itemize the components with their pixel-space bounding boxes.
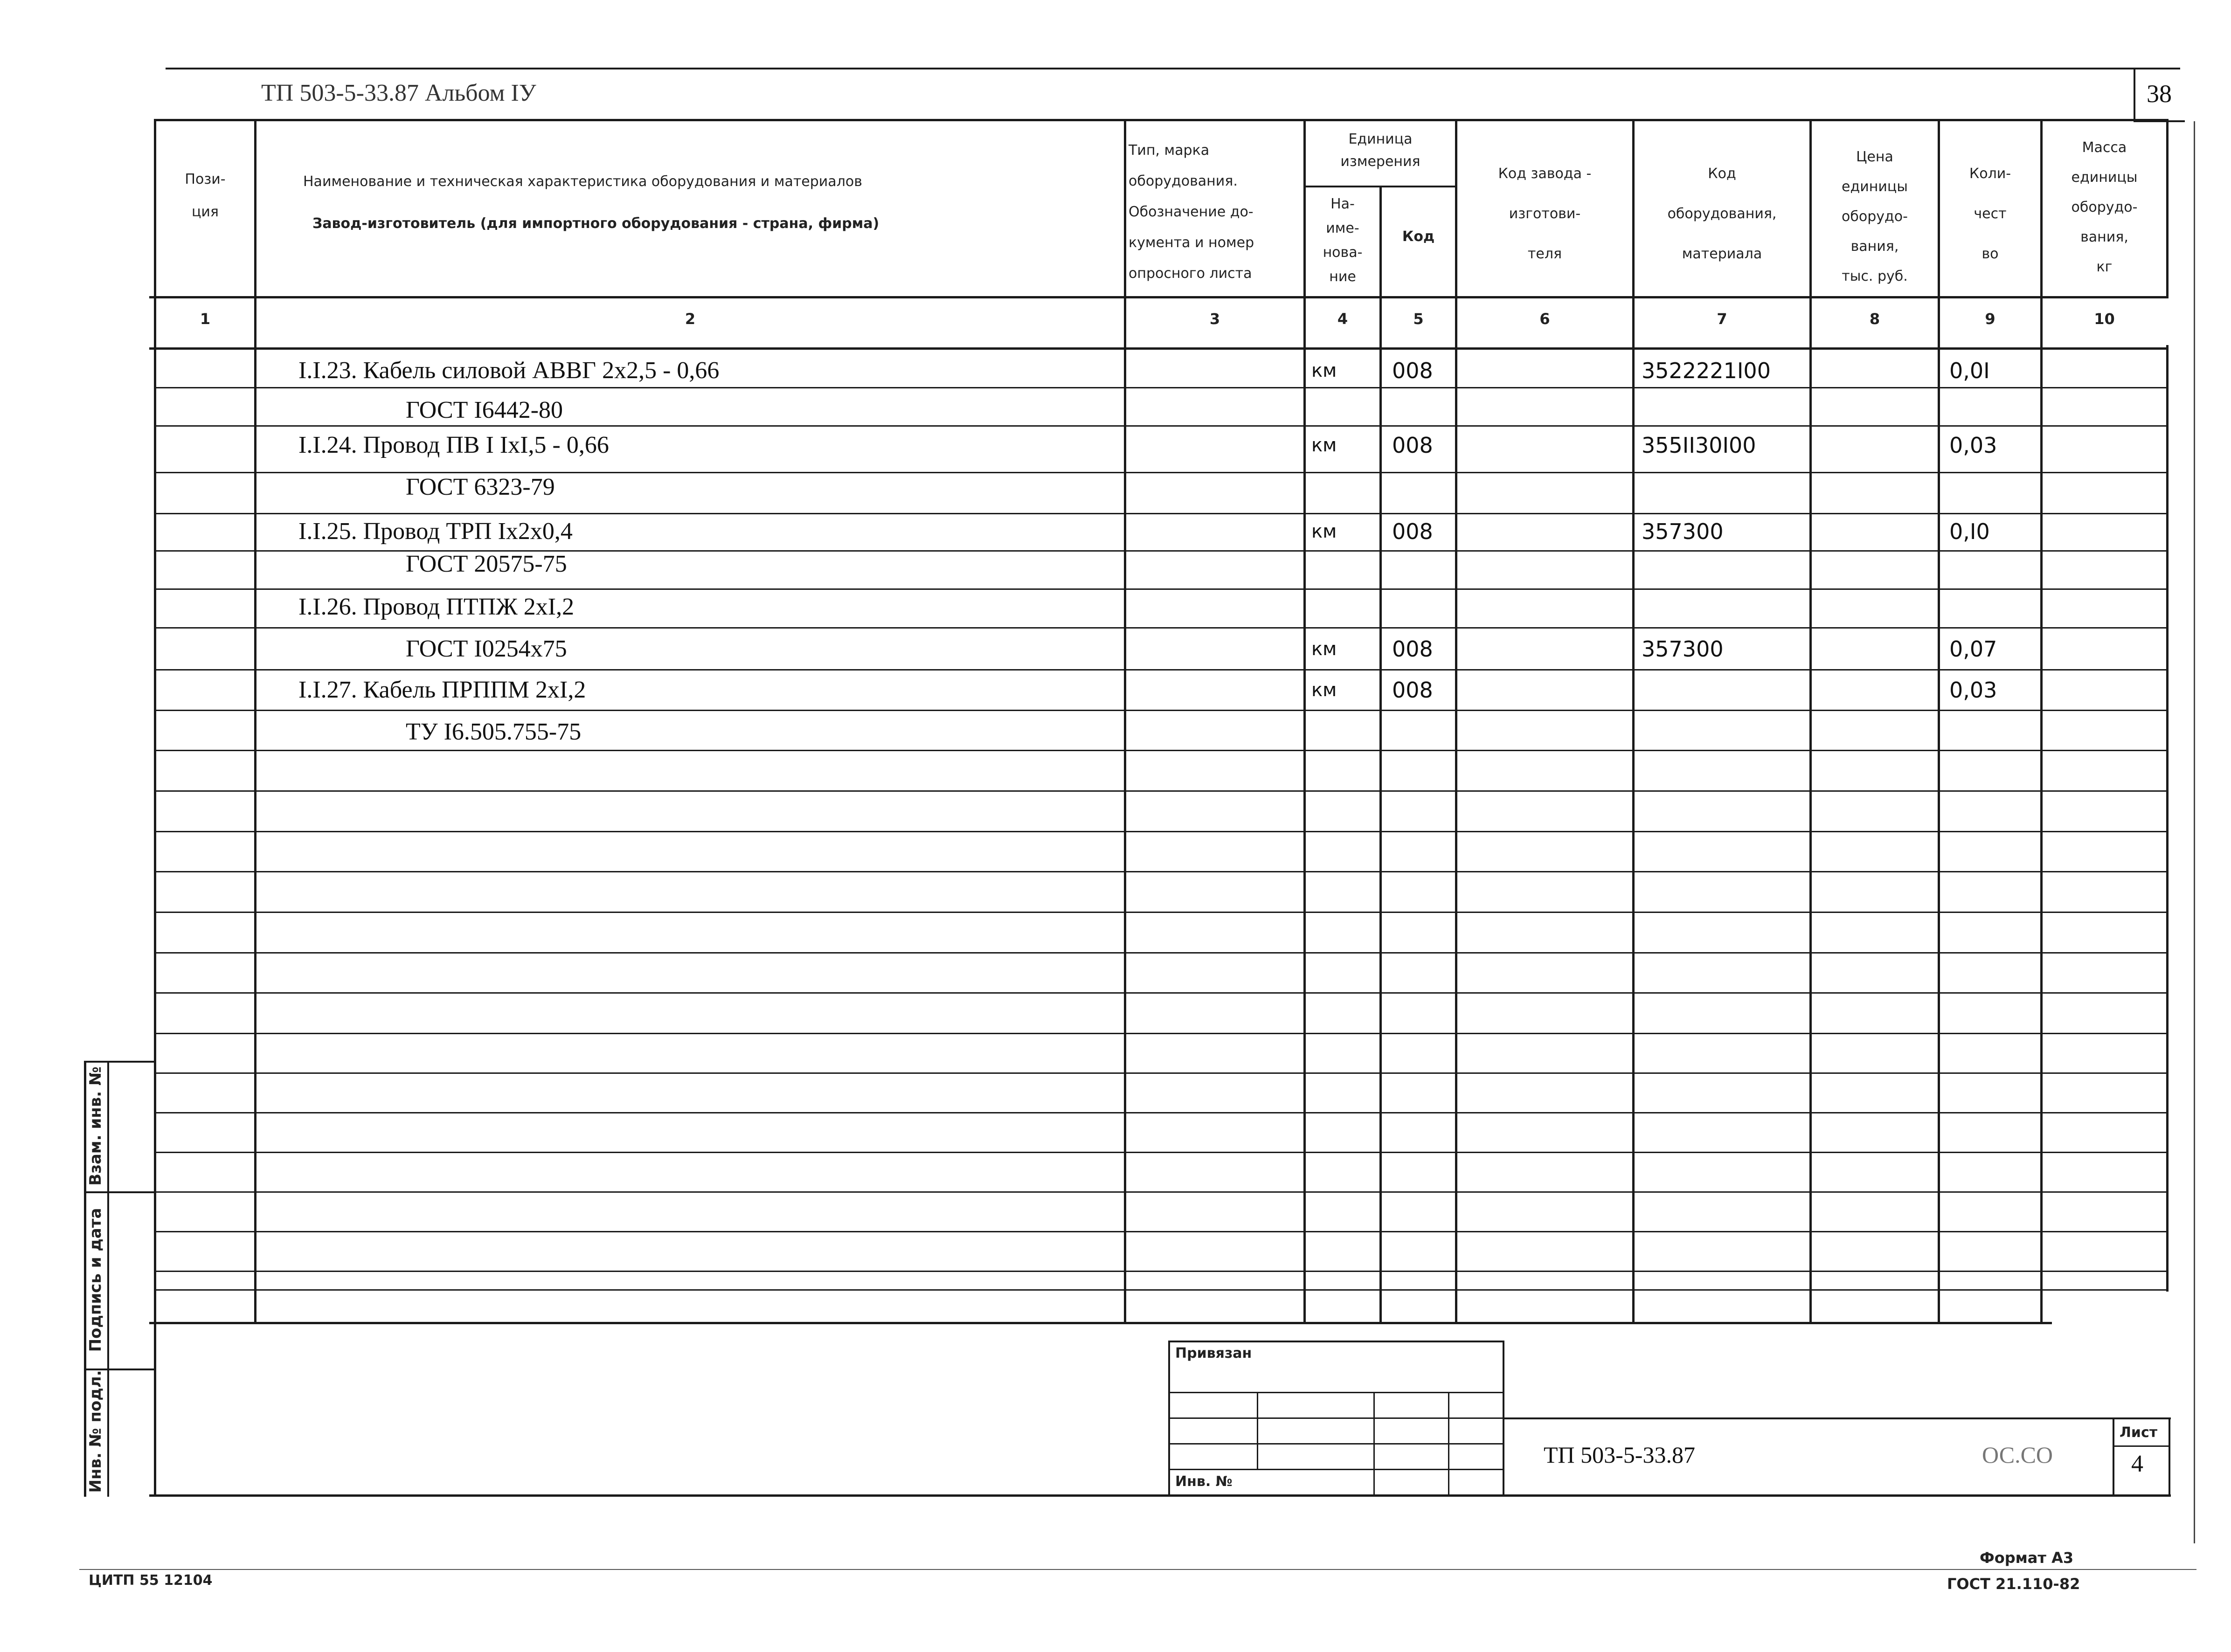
item-standard: ГОСТ 6323-79 (406, 474, 555, 500)
unit-code: 008 (1392, 677, 1433, 703)
column-header-plant-code: Код завода - изготови- теля (1498, 166, 1592, 262)
sheet-number: 4 (2131, 1451, 2143, 1477)
unit-code: 008 (1392, 519, 1433, 544)
column-header-material-code: Код оборудования, материала (1667, 166, 1777, 262)
item-name: I.I.24. Провод ПВ I IxI,5 - 0,66 (298, 432, 609, 458)
item-standard: ГОСТ I0254x75 (406, 636, 567, 662)
item-name: I.I.27. Кабель ПРППМ 2xI,2 (298, 677, 586, 703)
column-header-mass: Масса единицы оборудо- вания, кг (2071, 139, 2138, 275)
material-code: 357300 (1642, 636, 1724, 662)
unit-name: км (1311, 521, 1337, 542)
unit-name: км (1311, 435, 1337, 456)
column-number: 7 (1717, 310, 1727, 328)
title-block-section: ОС.СО (1982, 1442, 2053, 1468)
item-standard: ГОСТ 20575-75 (406, 551, 567, 577)
item-standard: ГОСТ I6442-80 (406, 397, 563, 423)
item-name: I.I.23. Кабель силовой АВВГ 2x2,5 - 0,66 (298, 357, 720, 384)
column-header-unit-name: На- име- нова- ние (1323, 196, 1363, 285)
title-block-inv-no: Инв. № (1175, 1473, 1233, 1490)
quantity: 0,07 (1949, 636, 1997, 662)
column-number: 3 (1209, 310, 1220, 328)
column-number: 2 (685, 310, 696, 328)
title-block-doc-code: ТП 503-5-33.87 (1544, 1442, 1695, 1468)
title-block-attached: Привязан (1175, 1345, 1252, 1362)
quantity: 0,03 (1949, 433, 1997, 458)
column-header-position: Пози- ция (185, 171, 226, 220)
column-header-type: Тип, марка оборудования. Обозначение до- кумента и номер опросного листа (1129, 142, 1254, 282)
column-number: 5 (1413, 310, 1424, 328)
column-header-unit-group: Единица измерения (1340, 131, 1420, 170)
item-name: I.I.26. Провод ПТПЖ 2xI,2 (298, 594, 575, 620)
stamp-inv-original: Инв. № подл. (86, 1370, 105, 1493)
sheet-label: Лист (2120, 1424, 2158, 1441)
unit-code: 008 (1392, 358, 1433, 383)
quantity: 0,03 (1949, 677, 1997, 703)
column-number: 9 (1985, 310, 1995, 328)
column-header-unit-code: Код (1402, 228, 1435, 245)
footer-format: Формат А3 (1980, 1549, 2074, 1567)
column-number: 4 (1337, 310, 1348, 328)
column-header-price: Цена единицы оборудо- вания, тыс. руб. (1842, 149, 1908, 284)
unit-name: км (1311, 360, 1337, 381)
document-reference: ТП 503-5-33.87 Альбом IУ (261, 80, 536, 106)
unit-code: 008 (1392, 433, 1433, 458)
column-number: 8 (1869, 310, 1880, 328)
column-number: 1 (200, 310, 211, 328)
stamp-signature-date: Подпись и дата (86, 1208, 105, 1352)
unit-code: 008 (1392, 636, 1433, 662)
page-header (261, 79, 536, 107)
item-standard: ТУ I6.505.755-75 (406, 719, 582, 745)
material-code: 357300 (1642, 519, 1724, 544)
page-number: 38 (2147, 80, 2172, 108)
footer-gost: ГОСТ 21.110-82 (1947, 1575, 2080, 1593)
unit-name: км (1311, 638, 1337, 660)
column-number: 10 (2094, 310, 2115, 328)
column-header-quantity: Коли- чест во (1969, 166, 2011, 262)
unit-name: км (1311, 679, 1337, 701)
quantity: 0,0I (1949, 358, 1990, 383)
material-code: 3522221I00 (1642, 358, 1771, 383)
footer-registry: ЦИТП 55 12104 (89, 1572, 213, 1589)
item-name: I.I.25. Провод ТРП Ix2x0,4 (298, 518, 573, 545)
stamp-inv-replaced: Взам. инв. № (86, 1066, 105, 1186)
column-header-name: Наименование и техническая характеристика оборудования и материалов Завод-изготовитель (для импортного оборудования - страна, фирма) (303, 173, 880, 232)
material-code: 355II30I00 (1642, 433, 1756, 458)
quantity: 0,I0 (1949, 519, 1990, 544)
column-number: 6 (1539, 310, 1550, 328)
